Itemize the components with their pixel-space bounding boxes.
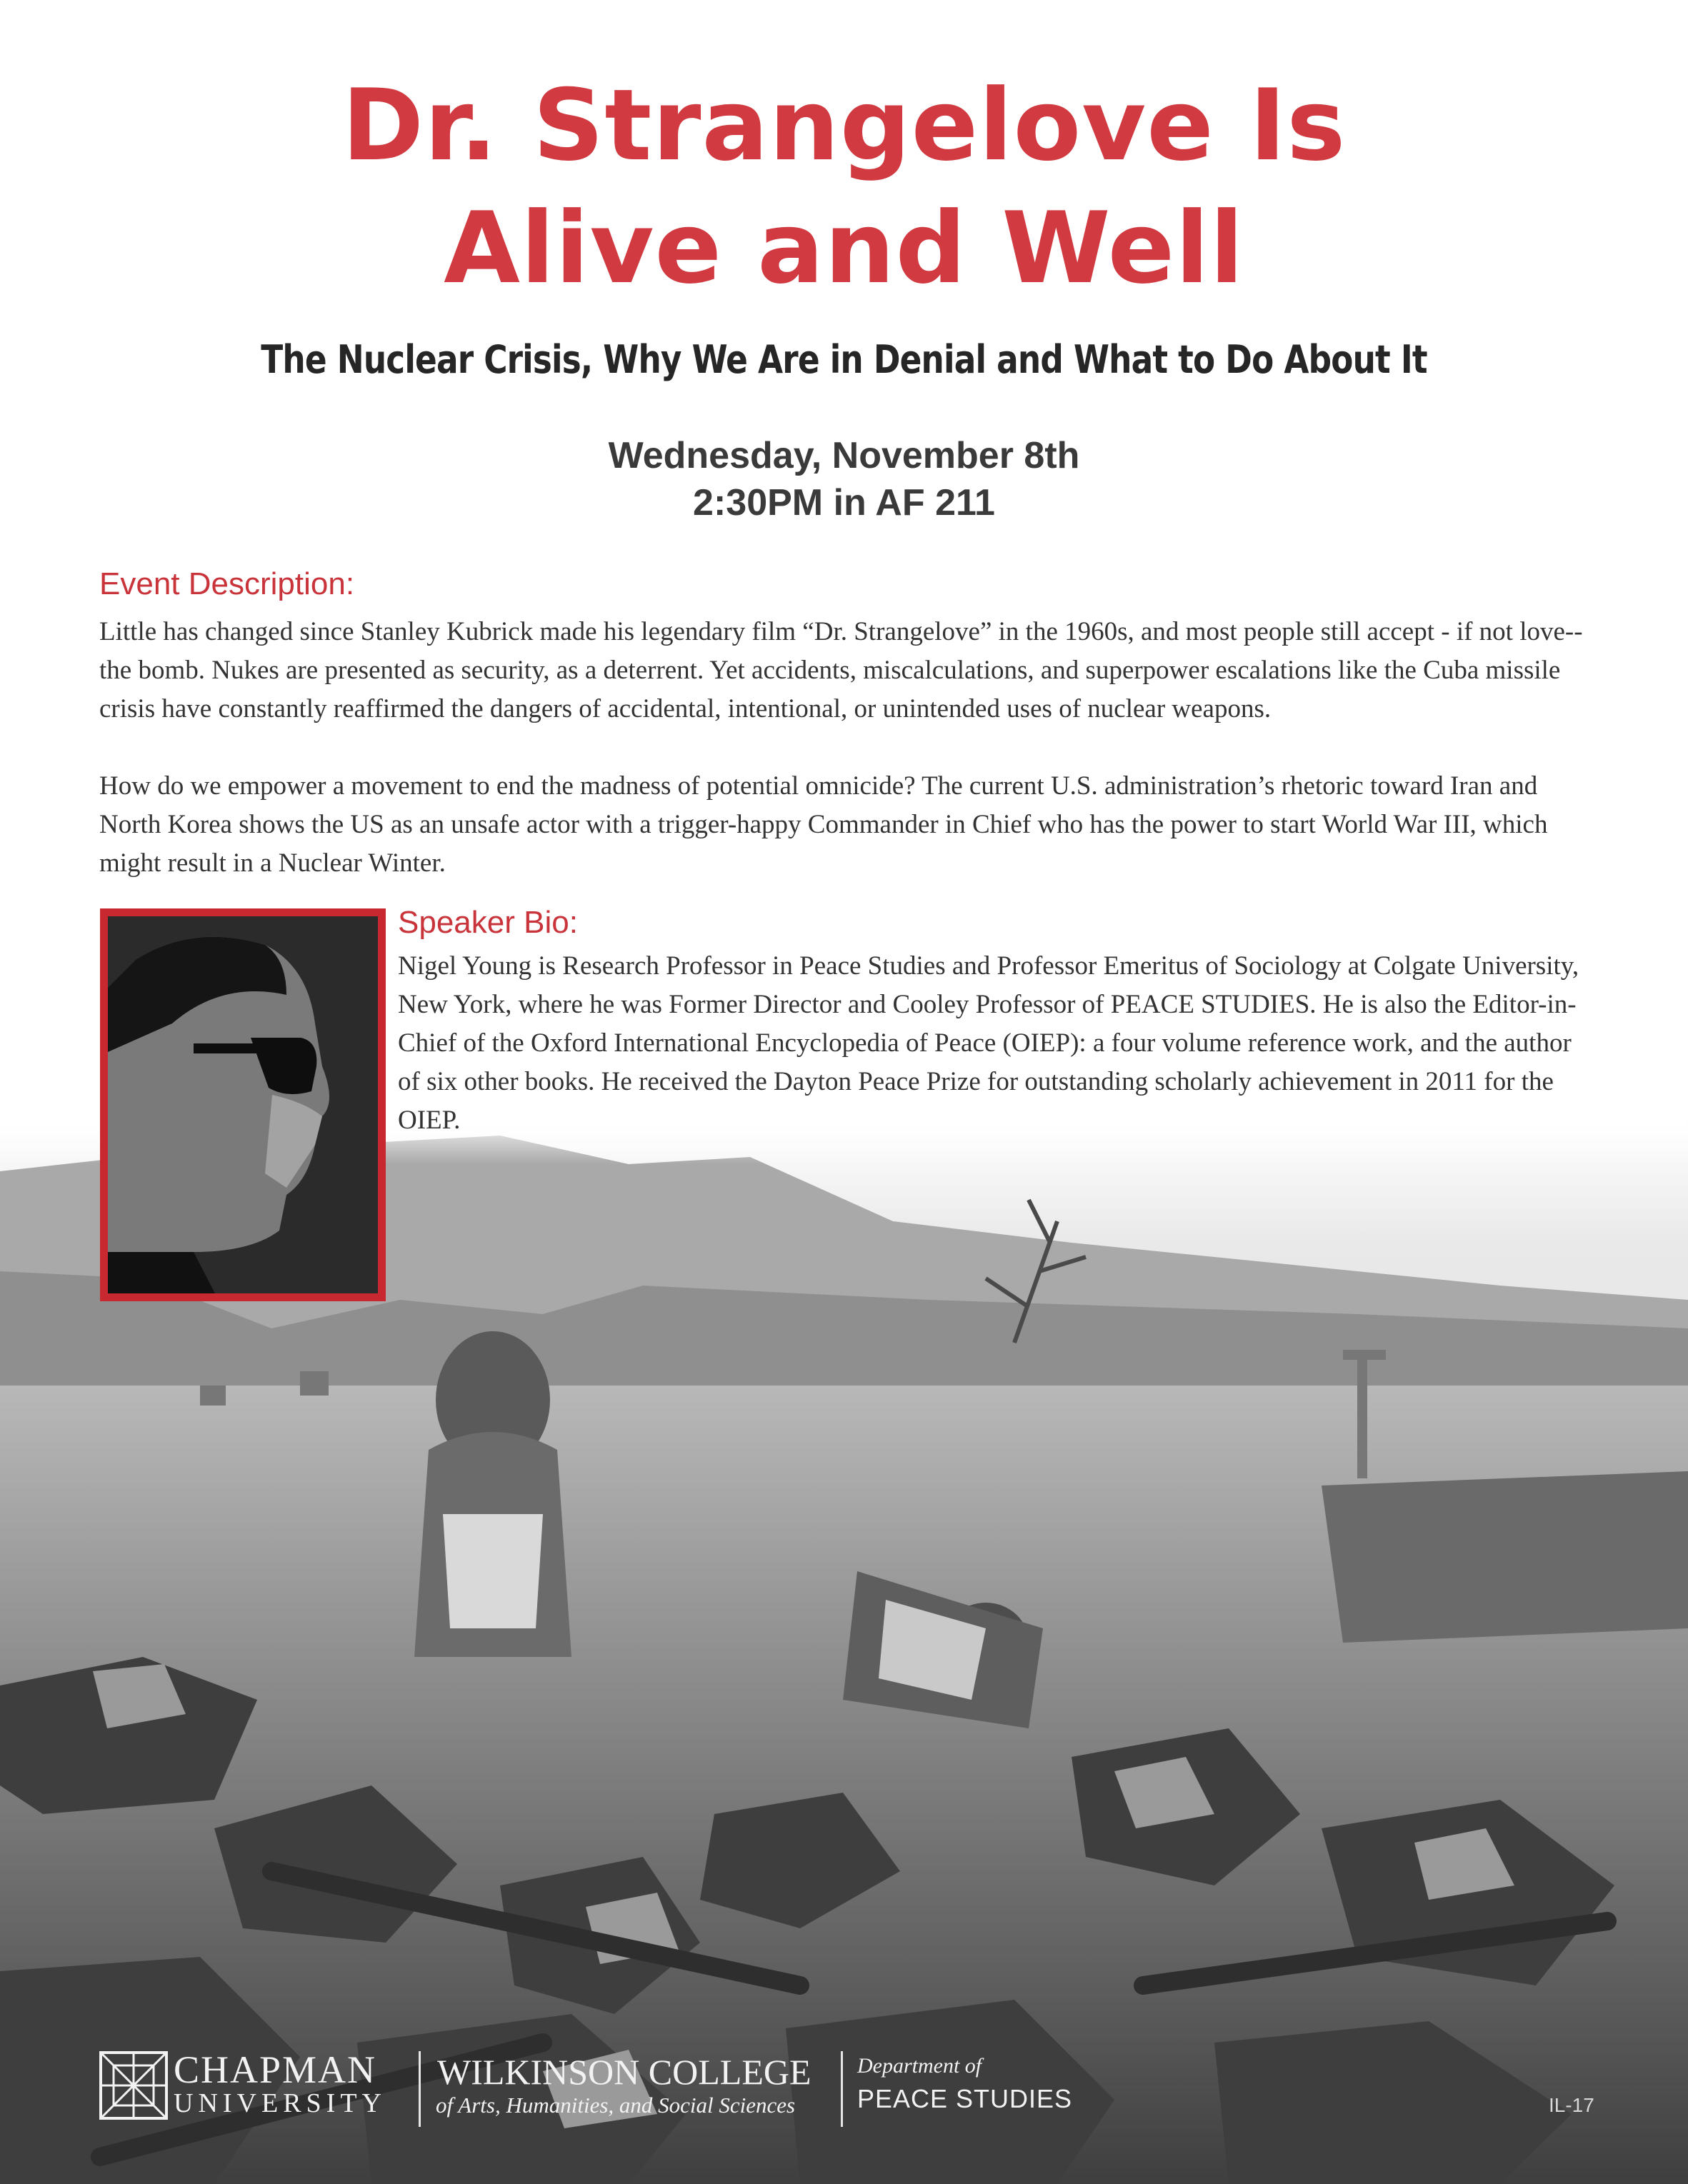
footer-divider bbox=[841, 2051, 843, 2127]
chapman-logo-line-1: CHAPMAN bbox=[174, 2048, 377, 2091]
footer-divider bbox=[419, 2051, 421, 2127]
department-label: Department of bbox=[857, 2054, 982, 2078]
chapman-logo-icon bbox=[99, 2051, 168, 2120]
speaker-portrait bbox=[100, 908, 386, 1301]
speaker-portrait-image bbox=[108, 916, 378, 1293]
event-time-location: 2:30PM in AF 211 bbox=[693, 482, 995, 524]
department-name: PEACE STUDIES bbox=[857, 2084, 1073, 2113]
poster-title-line-2: Alive and Well bbox=[444, 191, 1244, 306]
poster-title-line-1: Dr. Strangelove Is bbox=[341, 68, 1347, 183]
poster-subtitle: The Nuclear Crisis, Why We Are in Denial and What to Do About It bbox=[261, 337, 1427, 382]
chapman-logo-line-2: UNIVERSITY bbox=[174, 2088, 386, 2118]
speaker-bio-heading: Speaker Bio: bbox=[398, 905, 578, 940]
event-description-paragraph-2: How do we empower a movement to end the madness of potential omnicide? The current U.S. administration’s rhetoric toward Iran and North Korea shows the US as an unsafe actor with a trigger-happy Commander in Chief who has the power to start World War III, which might result in a Nuclear Winter. bbox=[99, 771, 1548, 878]
event-description-heading: Event Description: bbox=[99, 566, 355, 601]
event-description-paragraph-1: Little has changed since Stanley Kubrick made his legendary film “Dr. Strangelove” in the 1960s, and most people still accept - if not love--the bomb. Nukes are presented as security, as a deterrent. Yet accidents, miscalculations, and superpower escalations like the Cuba missile crisis have constantly reaffirmed the dangers of accidental, intentional, or unintended uses of nuclear weapons. bbox=[99, 617, 1583, 723]
page-number: IL-17 bbox=[1549, 2094, 1594, 2116]
college-subtitle: of Arts, Humanities, and Social Sciences bbox=[436, 2093, 796, 2118]
college-name: WILKINSON COLLEGE bbox=[437, 2052, 811, 2092]
speaker-bio-paragraph: Nigel Young is Research Professor in Peace Studies and Professor Emeritus of Sociology at Colgate University, New York, where he was Former Director and Cooley Professor of PEACE STUDIES. He is also the Editor-in-Chief of the Oxford International Encyclopedia of Peace (OIEP): a four volume reference work, and the author of six other books. He received the Dayton Peace Prize for outstanding scholarly achievement in 2011 for the OIEP. bbox=[398, 951, 1579, 1135]
event-date: Wednesday, November 8th bbox=[608, 435, 1080, 476]
